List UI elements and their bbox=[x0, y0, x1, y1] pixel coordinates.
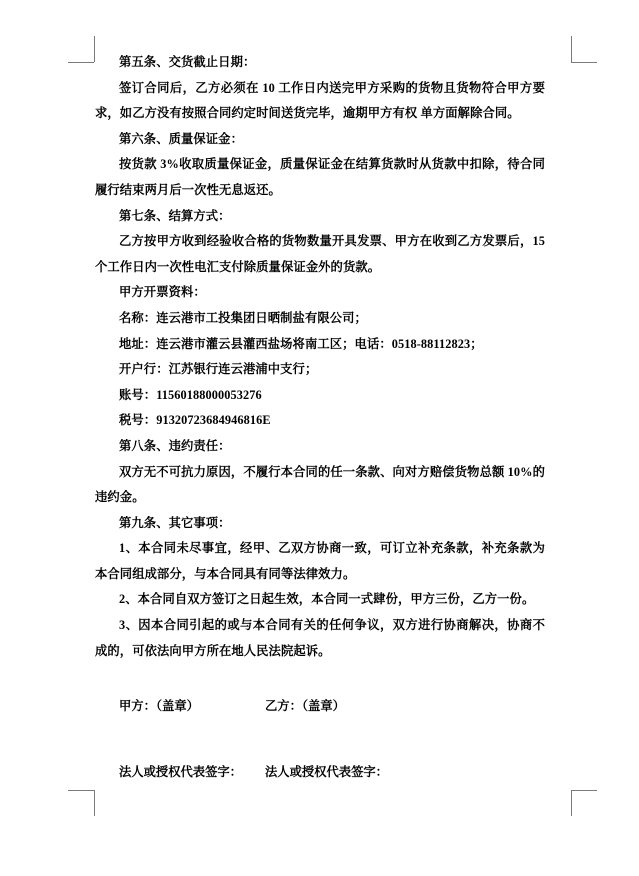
clause9-title: 第九条、其它事项： bbox=[119, 515, 231, 530]
invoice-account: 账号：11560188000053276 bbox=[119, 387, 262, 402]
signature-stamp-row bbox=[95, 694, 545, 720]
signature-representative-row bbox=[95, 760, 545, 786]
invoice-tax-number: 税号：91320723684946816E bbox=[119, 413, 271, 428]
clause6-title: 第六条、质量保证金： bbox=[119, 131, 243, 146]
document-body bbox=[95, 50, 545, 785]
party-a-stamp-label: 甲方：（盖章） bbox=[119, 699, 199, 714]
invoice-bank: 开户行：江苏银行连云港浦中支行； bbox=[119, 362, 318, 377]
clause9-item-2: 2、本合同自双方签订之日起生效，本合同一式肆份，甲方三份，乙方一份。 bbox=[119, 592, 535, 607]
clause5-body: 签订合同后，乙方必须在 10 工作日内送完甲方采购的货物且货物符合甲方要求，如乙方没有按照合同约定时间送货完毕，逾期甲方有权 单方面解除合同。 bbox=[95, 80, 545, 121]
clause6-body: 按货款 3%收取质量保证金，质量保证金在结算货款时从货款中扣除，待合同履行结束两月后一次性无息返还。 bbox=[95, 157, 545, 197]
invoice-company-name: 名称：连云港市工投集团日晒制盐有限公司； bbox=[119, 310, 367, 325]
clause9-item-1: 1、本合同未尽事宜，经甲、乙双方协商一致，可订立补充条款，补充条款为本合同组成部分，与本合同具有同等法律效力。 bbox=[95, 541, 545, 581]
invoice-address: 地址：连云港市灌云县灌西盐场将南工区；电话：0518-88112823； bbox=[119, 336, 483, 351]
clause9-item-3: 3、因本合同引起的或与本合同有关的任何争议，双方进行协商解决，协商不成的，可依法向甲方所在地人民法院起诉。 bbox=[95, 618, 545, 658]
clause8-body: 双方无不可抗力原因，不履行本合同的任一条款、向对方赔偿货物总额 10%的违约金。 bbox=[95, 464, 545, 505]
party-a-representative-label: 法人或授权代表签字： bbox=[119, 764, 242, 779]
clause8-title: 第八条、违约责任： bbox=[119, 438, 231, 453]
party-b-stamp-label: 乙方：（盖章） bbox=[265, 699, 345, 714]
party-b-representative-label: 法人或授权代表签字： bbox=[265, 764, 388, 779]
invoice-info-title: 甲方开票资料： bbox=[119, 285, 206, 300]
clause7-body: 乙方按甲方收到经验收合格的货物数量开具发票、甲方在收到乙方发票后，15 个工作日内一次性电汇支付除质量保证金外的货款。 bbox=[95, 234, 545, 274]
clause5-title: 第五条、交货截止日期： bbox=[119, 55, 256, 69]
clause7-title: 第七条、结算方式： bbox=[119, 208, 231, 223]
